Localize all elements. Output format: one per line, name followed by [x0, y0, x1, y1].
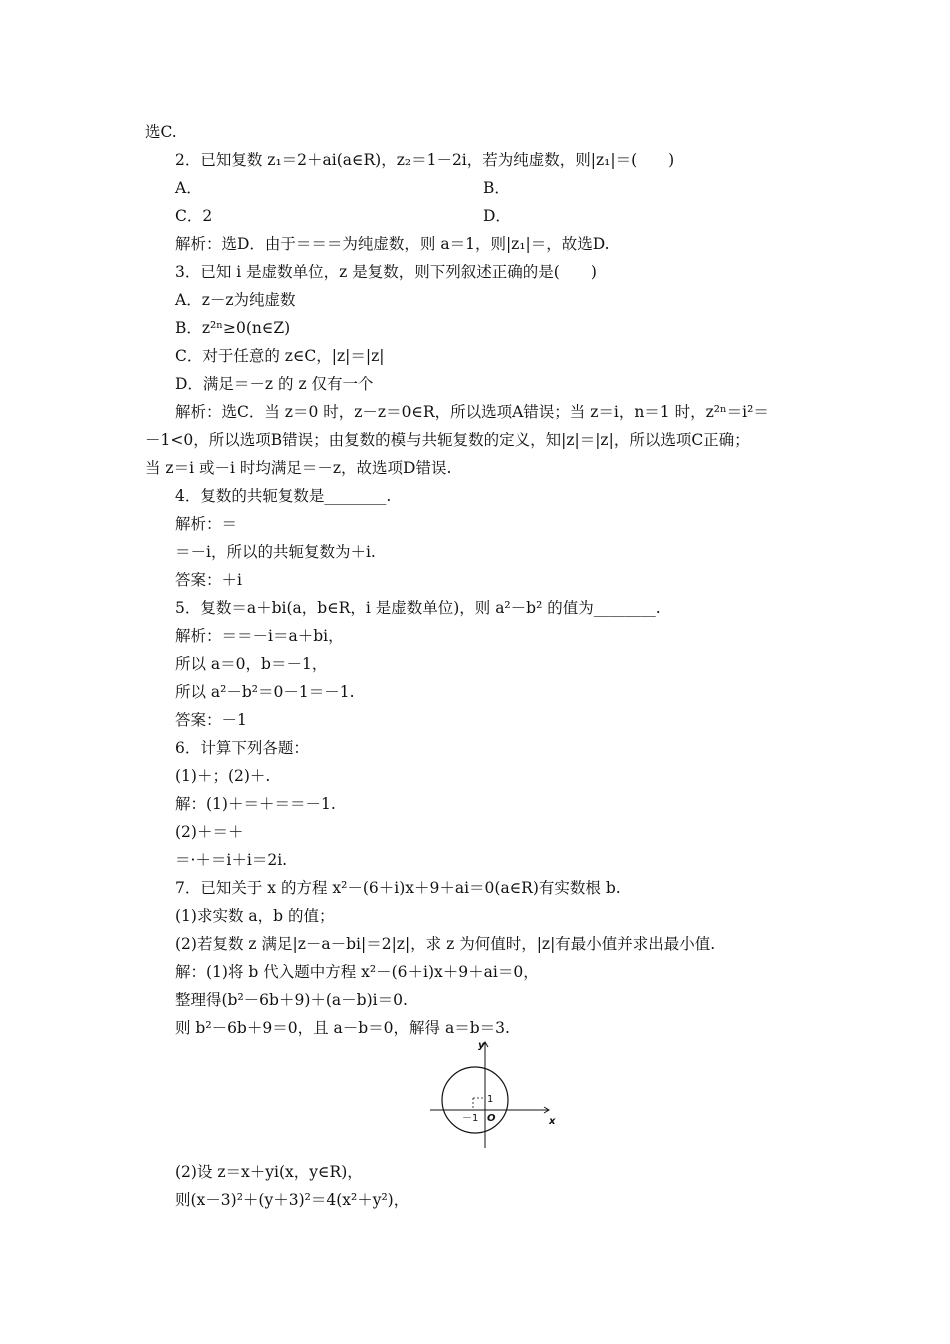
solution-4: 解析：＝	[175, 515, 238, 533]
origin-label: O	[487, 1113, 496, 1124]
option-a: A．z－z为纯虚数	[175, 291, 296, 309]
question-7: 7．已知关于 x 的方程 x²－(6＋i)x＋9＋ai＝0(a∈R)有实数根 b.	[175, 879, 621, 897]
question-3: 3．已知 i 是虚数单位，z 是复数，则下列叙述正确的是( )	[175, 263, 597, 281]
x-tick-label: －1	[462, 1113, 479, 1124]
solution-6-cont: (2)＋＝＋	[175, 823, 244, 841]
solution-2: 解析：选D．由于＝＝＝为纯虚数，则 a＝1，则|z₁|＝，故选D.	[175, 235, 610, 253]
x-axis-label: x	[549, 1116, 556, 1127]
text-line: 选C.	[145, 123, 177, 141]
solution-5: 解析：＝＝－i＝a＋bi，	[175, 627, 344, 645]
solution-7-part-2-cont: 则(x－3)²＋(y＋3)²＝4(x²＋y²)，	[175, 1191, 410, 1209]
option-c: C．2	[175, 207, 213, 225]
question-7-part-1: (1)求实数 a，b 的值；	[175, 907, 335, 925]
solution-3-cont: 当 z＝i 或－i 时均满足＝－z，故选项D错误.	[145, 459, 452, 477]
question-7-part-2: (2)若复数 z 满足|z－a－bi|＝2|z|，求 z 为何值时，|z|有最小值并求出最小值.	[175, 935, 716, 953]
question-2: 2．已知复数 z₁＝2＋ai(a∈R)，z₂＝1－2i，若为纯虚数，则|z₁|＝( )	[175, 151, 675, 169]
solution-6: 解：(1)＋＝＋＝＝－1.	[175, 795, 336, 813]
question-4: 4．复数的共轭复数是________.	[175, 487, 392, 505]
answer-5: 答案：－1	[175, 711, 247, 729]
circle-figure	[425, 1036, 560, 1151]
option-c: C．对于任意的 z∈C，|z|＝|z|	[175, 347, 385, 365]
solution-3-cont: －1<0，所以选项B错误；由复数的模与共轭复数的定义，知|z|＝|z|，所以选项C正确；	[145, 431, 750, 449]
solution-7: 解：(1)将 b 代入题中方程 x²－(6＋i)x＋9＋ai＝0，	[175, 963, 539, 981]
option-a: A．	[175, 179, 202, 197]
solution-4-cont: ＝－i，所以的共轭复数为＋i.	[175, 543, 376, 561]
question-6-parts: (1)＋；(2)＋.	[175, 767, 271, 785]
solution-7-part-2: (2)设 z＝x＋yi(x，y∈R)，	[175, 1163, 363, 1181]
y-tick-label: 1	[487, 1094, 494, 1105]
question-5: 5．复数＝a＋bi(a，b∈R，i 是虚数单位)，则 a²－b² 的值为________.	[175, 599, 661, 617]
option-d: D．满足＝－z 的 z 仅有一个	[175, 375, 374, 393]
question-6: 6．计算下列各题：	[175, 739, 309, 757]
answer-4: 答案：＋i	[175, 571, 242, 589]
option-d: D．	[483, 207, 511, 225]
solution-5-cont: 所以 a²－b²＝0－1＝－1.	[175, 683, 355, 701]
y-axis-label: y	[478, 1040, 485, 1051]
solution-3: 解析：选C．当 z＝0 时，z－z＝0∈R，所以选项A错误；当 z＝i，n＝1 时，z²ⁿ＝i²＝	[175, 403, 769, 421]
option-b: B．	[483, 179, 510, 197]
solution-6-cont: ＝·＋＝i＋i＝2i.	[175, 851, 288, 869]
option-b: B．z²ⁿ≥0(n∈Z)	[175, 319, 291, 337]
solution-5-cont: 所以 a＝0，b＝－1，	[175, 655, 328, 673]
solution-7-cont: 则 b²－6b＋9＝0，且 a－b＝0，解得 a＝b＝3.	[175, 1019, 510, 1037]
solution-7-cont: 整理得(b²－6b＋9)＋(a－b)i＝0.	[175, 991, 408, 1009]
